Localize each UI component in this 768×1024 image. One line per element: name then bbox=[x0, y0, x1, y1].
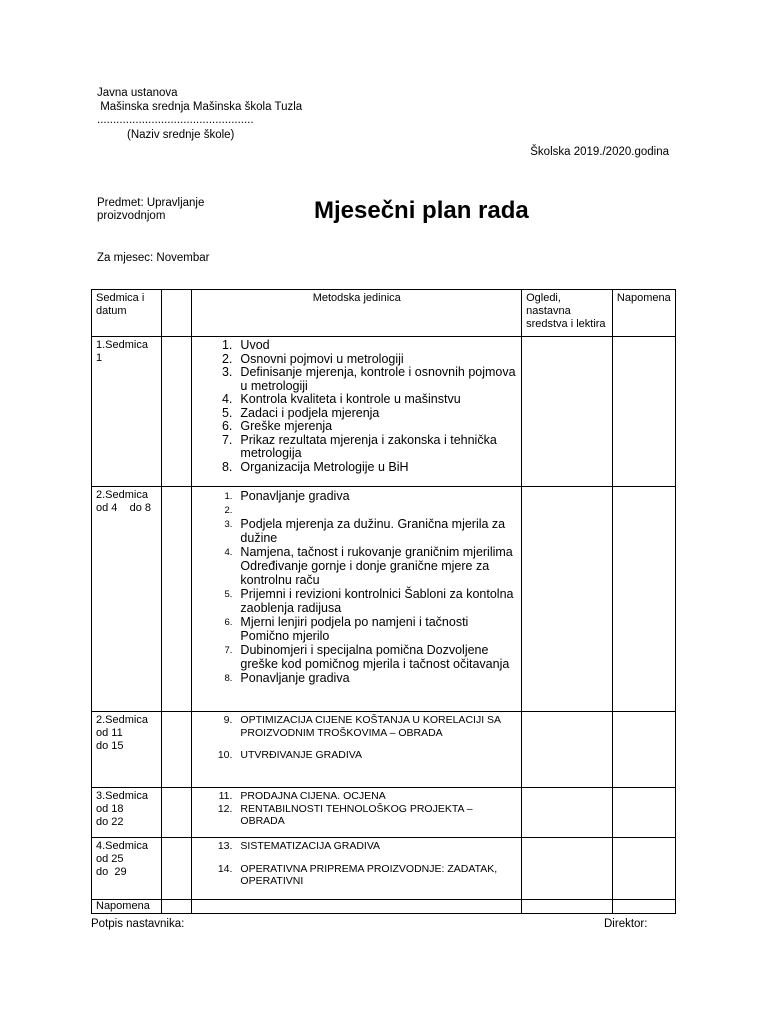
header-week: Sedmica i datum bbox=[92, 290, 162, 337]
item-text: Kontrola kvaliteta i kontrole u mašinstvu bbox=[240, 392, 461, 406]
week-line: do 15 bbox=[96, 740, 124, 752]
item-number: 9. bbox=[223, 714, 233, 726]
item-number: 1. bbox=[221, 338, 233, 352]
item-number: 8. bbox=[224, 673, 233, 684]
aids-cell bbox=[522, 788, 613, 838]
list-item bbox=[196, 489, 517, 503]
institution-line2: Mašinska srednja Mašinska škola Tuzla bbox=[97, 101, 303, 113]
item-text: Prikaz rezultata mjerenja i zakonska i tehnička metrologija bbox=[240, 432, 497, 460]
item-text: Namjena, tačnost i rukovanje graničnim mjerilima Određivanje gornje i donje granične mjere za kontrolnu raču bbox=[240, 545, 517, 587]
list-item bbox=[196, 863, 517, 888]
item-text: Definisanje mjerenja, kontrole i osnovnih pojmova u metrologiji bbox=[240, 365, 516, 393]
list-item bbox=[196, 393, 517, 407]
week-line: od 4 do 8 bbox=[96, 502, 152, 514]
list-item bbox=[196, 790, 517, 803]
list-item bbox=[196, 643, 517, 671]
list-item bbox=[196, 339, 517, 353]
list-gap bbox=[196, 853, 517, 863]
item-text: OPTIMIZACIJA CIJENE KOŠTANJA U KORELACIJI SA PROIZVODNIM TROŠKOVIMA – OBRADA bbox=[240, 714, 501, 739]
empty-cell bbox=[161, 838, 192, 900]
item-text: Osnovni pojmovi u metrologiji bbox=[240, 351, 404, 366]
empty-cell bbox=[161, 788, 192, 838]
unit-cell bbox=[192, 487, 522, 712]
item-number: 4. bbox=[221, 392, 233, 406]
week-cell bbox=[92, 788, 162, 838]
week-line: od 25 bbox=[96, 853, 124, 865]
item-text: Uvod bbox=[240, 338, 270, 352]
list-item bbox=[196, 714, 517, 739]
list-item bbox=[196, 671, 517, 685]
week-line: od 11 bbox=[96, 727, 123, 739]
week-line: do 29 bbox=[96, 866, 127, 878]
item-number: 5. bbox=[224, 589, 233, 600]
aids-cell bbox=[522, 487, 613, 712]
week-line: 3.Sedmica bbox=[96, 790, 148, 802]
item-number: 2. bbox=[224, 505, 233, 516]
empty-cell bbox=[161, 900, 192, 914]
week-line: 4.Sedmica bbox=[96, 840, 148, 852]
item-number: 7. bbox=[221, 432, 233, 447]
list-gap bbox=[196, 739, 517, 749]
item-number: 3. bbox=[224, 519, 233, 530]
list-item bbox=[196, 517, 517, 545]
item-number: 7. bbox=[224, 645, 233, 656]
item-text: SISTEMATIZACIJA GRADIVA bbox=[240, 840, 381, 852]
item-number: 4. bbox=[224, 547, 233, 558]
week-cell bbox=[92, 337, 162, 487]
header-empty bbox=[161, 290, 192, 337]
unit-cell bbox=[192, 337, 522, 487]
item-number: 2. bbox=[221, 351, 233, 366]
empty-cell bbox=[161, 487, 192, 712]
item-text: Ponavljanje gradiva bbox=[240, 671, 350, 685]
institution-caption: (Naziv srednje škole) bbox=[127, 129, 235, 141]
item-number: 6. bbox=[224, 617, 233, 628]
item-text: Zadaci i podjela mjerenja bbox=[240, 405, 380, 420]
item-text: Dubinomjeri i specijalna pomična Dozvoljene greške kod pomičnog mjerila i tačnost očitavanja bbox=[240, 643, 510, 671]
list-item bbox=[196, 353, 517, 367]
aids-cell bbox=[522, 712, 613, 788]
item-text: Podjela mjerenja za dužinu. Granična mjerila za dužine bbox=[240, 517, 506, 545]
note-cell bbox=[612, 337, 675, 487]
list-item bbox=[196, 840, 517, 853]
item-number: 13. bbox=[217, 840, 233, 852]
item-number: 12. bbox=[217, 802, 233, 815]
list-item bbox=[196, 503, 517, 517]
table-row bbox=[92, 337, 676, 487]
month-label: Za mjesec: Novembar bbox=[97, 252, 210, 264]
empty-cell bbox=[522, 900, 613, 914]
week-line: 2.Sedmica bbox=[96, 714, 148, 726]
list-item bbox=[196, 803, 517, 828]
list-item bbox=[196, 420, 517, 434]
table-header-row bbox=[92, 290, 676, 337]
item-text: Prijemni i revizioni kontrolnici Šabloni za kontolna zaoblenja radijusa bbox=[240, 587, 514, 615]
table-row bbox=[92, 712, 676, 788]
item-number: 8. bbox=[221, 459, 233, 474]
empty-cell bbox=[192, 900, 522, 914]
week-line: od 18 bbox=[96, 803, 124, 815]
institution-dots: ................................................. bbox=[97, 114, 254, 126]
table-footer-row bbox=[92, 900, 676, 914]
teacher-signature-label: Potpis nastavnika: bbox=[91, 918, 185, 930]
header-aids: Ogledi, nastavna sredstva i lektira bbox=[522, 290, 613, 337]
item-text: RENTABILNOSTI TEHNOLOŠKOG PROJEKTA – OBRADA bbox=[240, 802, 473, 827]
note-cell bbox=[612, 788, 675, 838]
list-item bbox=[196, 434, 517, 461]
table-row bbox=[92, 487, 676, 712]
footer-label: Napomena bbox=[92, 900, 162, 914]
week-line: do 22 bbox=[96, 816, 124, 828]
monthly-plan-table bbox=[91, 289, 676, 914]
item-number: 11. bbox=[218, 790, 233, 802]
item-text: UTVRĐIVANJE GRADIVA bbox=[240, 749, 362, 761]
item-text: PRODAJNA CIJENA. OCJENA bbox=[240, 790, 386, 802]
note-cell bbox=[612, 838, 675, 900]
item-text: Ponavljanje gradiva bbox=[240, 489, 350, 503]
institution-line1: Javna ustanova bbox=[97, 87, 178, 99]
list-item bbox=[196, 461, 517, 475]
item-text: Organizacija Metrologije u BiH bbox=[240, 459, 409, 474]
week-cell bbox=[92, 712, 162, 788]
subject-line2: proizvodnjom bbox=[97, 210, 166, 222]
item-number: 14. bbox=[217, 862, 233, 875]
item-number: 5. bbox=[221, 405, 233, 420]
list-item bbox=[196, 615, 517, 643]
page-title: Mjesečni plan rada bbox=[314, 197, 529, 224]
unit-cell bbox=[192, 712, 522, 788]
week-cell bbox=[92, 487, 162, 712]
item-text: Greške mjerenja bbox=[240, 419, 333, 433]
director-label: Direktor: bbox=[604, 918, 648, 930]
table-row bbox=[92, 788, 676, 838]
note-cell bbox=[612, 487, 675, 712]
list-item bbox=[196, 587, 517, 615]
week-line: 1.Sedmica bbox=[96, 339, 148, 351]
item-text: OPERATIVNA PRIPREMA PROIZVODNJE: ZADATAK, OPERATIVNI bbox=[240, 862, 498, 887]
item-number: 1. bbox=[224, 491, 233, 502]
list-item bbox=[196, 545, 517, 587]
school-year: Školska 2019./2020.godina bbox=[530, 146, 669, 158]
list-item bbox=[196, 366, 517, 393]
list-item bbox=[196, 749, 517, 762]
item-text: Mjerni lenjiri podjela po namjeni i tačnosti Pomično mjerilo bbox=[240, 615, 469, 643]
week-line: 1 bbox=[96, 352, 103, 364]
item-text bbox=[240, 503, 517, 517]
item-number: 10. bbox=[217, 749, 233, 761]
unit-cell bbox=[192, 788, 522, 838]
unit-cell bbox=[192, 838, 522, 900]
empty-cell bbox=[612, 900, 675, 914]
table-row bbox=[92, 838, 676, 900]
empty-cell bbox=[161, 712, 192, 788]
week-cell bbox=[92, 838, 162, 900]
list-item bbox=[196, 407, 517, 421]
aids-cell bbox=[522, 337, 613, 487]
header-note: Napomena bbox=[612, 290, 675, 337]
item-number: 6. bbox=[221, 419, 233, 433]
aids-cell bbox=[522, 838, 613, 900]
item-number: 3. bbox=[221, 365, 233, 379]
note-cell bbox=[612, 712, 675, 788]
week-line: 2.Sedmica bbox=[96, 489, 148, 501]
empty-cell bbox=[161, 337, 192, 487]
header-unit: Metodska jedinica bbox=[192, 290, 522, 337]
subject-line1: Predmet: Upravljanje bbox=[97, 197, 205, 209]
